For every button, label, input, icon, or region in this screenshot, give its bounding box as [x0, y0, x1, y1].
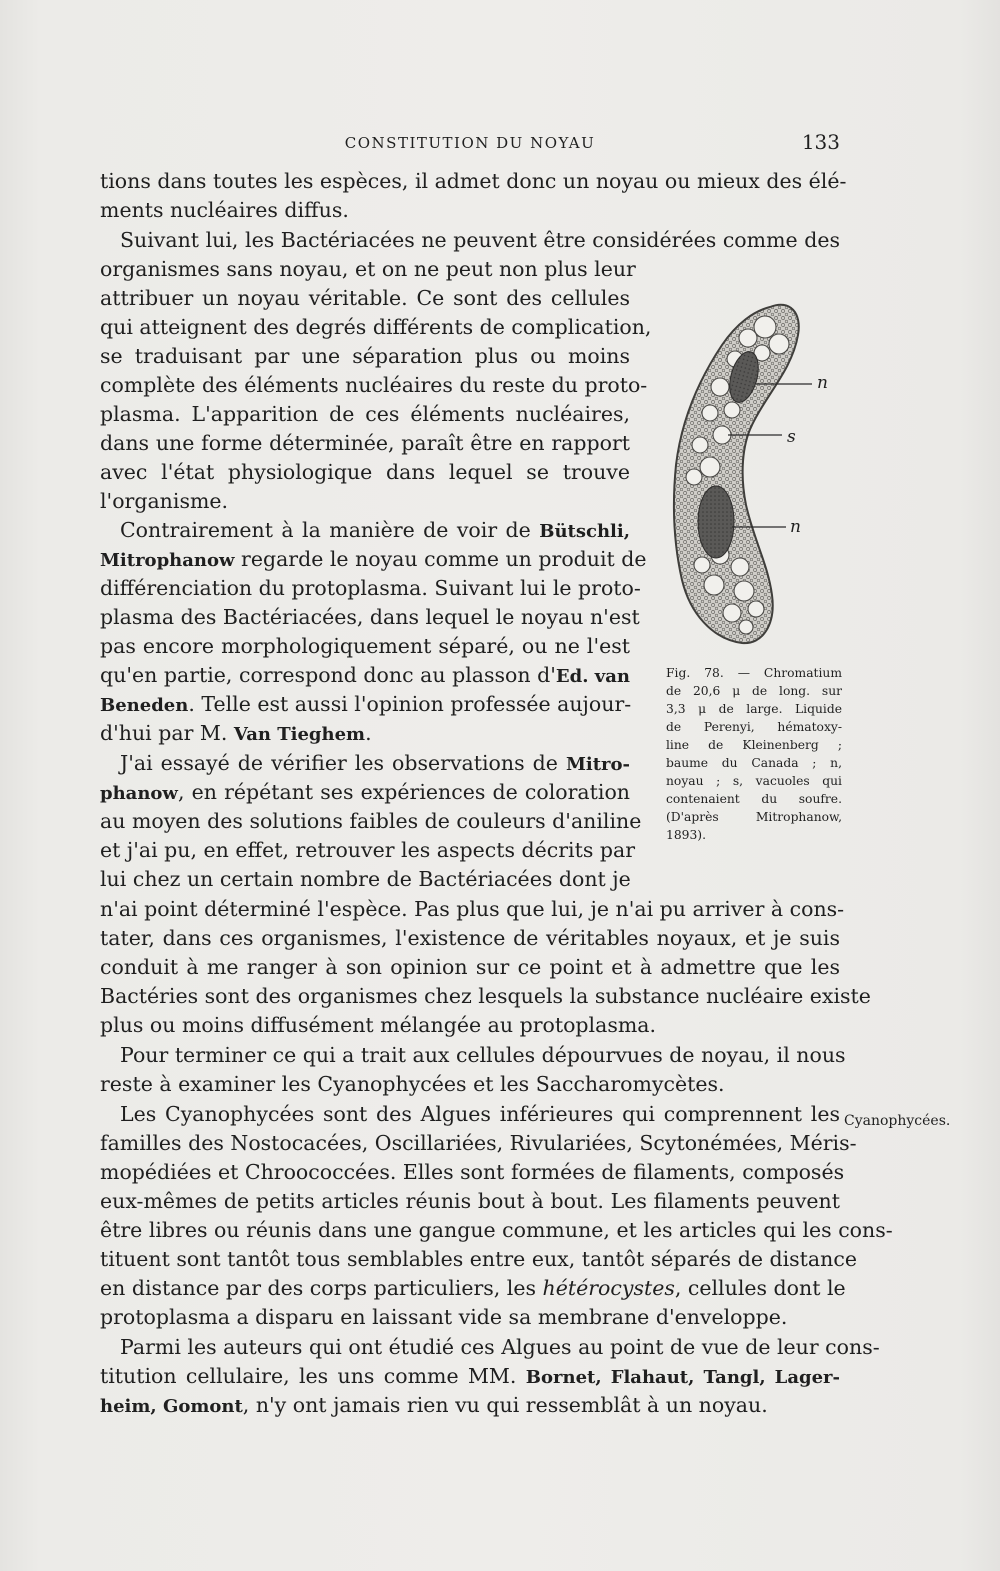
author-name: Mitrophanow: [100, 550, 235, 571]
body-line: [100, 516, 630, 545]
author-name: Mitro-: [565, 754, 630, 775]
figure-caption-line: contenaient du soufre.: [666, 792, 842, 806]
body-text: Contrairement à la manière de voir de: [120, 518, 540, 542]
body-line: dans une forme déterminée, paraît être en rapport: [100, 431, 630, 455]
body-line: se traduisant par une séparation plus ou moins: [100, 344, 630, 368]
figure-caption-line: 3,3 μ de large. Liquide: [666, 702, 842, 716]
body-line: Suivant lui, les Bactériacées ne peuvent être considérées comme des: [120, 228, 840, 252]
figure-caption-line: line de Kleinenberg ;: [666, 738, 842, 752]
figure-label-n: n: [817, 373, 828, 393]
body-line: tions dans toutes les espèces, il admet donc un noyau ou mieux des élé-: [100, 169, 847, 193]
body-line: au moyen des solutions faibles de couleurs d'aniline: [100, 809, 642, 833]
body-text: , n'y ont jamais rien vu qui ressemblât à un noyau.: [242, 1393, 768, 1417]
figure-caption-line: 1893).: [666, 828, 707, 842]
body-line: Parmi les auteurs qui ont étudié ces Algues au point de vue de leur cons-: [120, 1335, 880, 1359]
figure-chromatium: [662, 295, 840, 670]
body-line: Pour terminer ce qui a trait aux cellules dépourvues de noyau, il nous: [120, 1043, 846, 1067]
body-line: [100, 719, 630, 748]
body-line: [100, 778, 630, 807]
body-line: [100, 690, 630, 719]
body-line: familles des Nostocacées, Oscillariées, Rivulariées, Scytonémées, Méris-: [100, 1131, 857, 1155]
nucleus-lower: [698, 486, 734, 558]
body-text: en distance par des corps particuliers, les: [100, 1276, 543, 1300]
figure-caption-line: de 20,6 μ de long. sur: [666, 684, 842, 698]
author-name: Beneden: [100, 695, 189, 716]
body-line: tituent sont tantôt tous semblables entre eux, tantôt séparés de distance: [100, 1247, 857, 1271]
body-line: ments nucléaires diffus.: [100, 198, 349, 222]
body-text: , cellules dont le: [674, 1276, 846, 1300]
body-line: [100, 1362, 840, 1391]
body-line: n'ai point déterminé l'espèce. Pas plus que lui, je n'ai pu arriver à cons-: [100, 897, 845, 921]
body-line: eux-mêmes de petits articles réunis bout à bout. Les filaments peuvent: [100, 1189, 840, 1213]
body-text: regarde le noyau comme un produit de: [234, 547, 647, 571]
author-name: Van Tieghem: [233, 724, 366, 745]
body-line: [100, 1274, 846, 1303]
chromatium-illustration: [662, 295, 840, 670]
body-line: conduit à me ranger à son opinion sur ce point et à admettre que les: [100, 955, 840, 979]
body-text: .: [365, 721, 372, 745]
figure-label-n: n: [790, 517, 801, 537]
italic-term: hétérocystes: [542, 1276, 675, 1300]
body-text: titution cellulaire, les uns comme MM.: [100, 1364, 526, 1388]
body-line: et j'ai pu, en effet, retrouver les aspects décrits par: [100, 838, 636, 862]
author-name: Ed. van: [555, 666, 630, 687]
body-line: pas encore morphologiquement séparé, ou ne l'est: [100, 634, 630, 658]
body-line: différenciation du protoplasma. Suivant lui le proto-: [100, 576, 641, 600]
body-text: J'ai essayé de vérifier les observations de: [120, 751, 566, 775]
author-names: heim, Gomont: [100, 1396, 243, 1417]
body-line: complète des éléments nucléaires du reste du proto-: [100, 373, 648, 397]
figure-caption-line: Fig. 78. — Chromatium: [666, 666, 842, 680]
running-head: [100, 130, 840, 158]
figure-caption-line: (D'après Mitrophanow,: [666, 810, 842, 824]
body-text: . Telle est aussi l'opinion professée aujour-: [188, 692, 632, 716]
figure-label-s: s: [787, 427, 796, 447]
body-line: l'organisme.: [100, 489, 229, 513]
body-line: Bactéries sont des organismes chez lesquels la substance nucléaire existe: [100, 984, 871, 1008]
body-line: attribuer un noyau véritable. Ce sont des cellules: [100, 286, 630, 310]
body-line: mopédiées et Chroococcées. Elles sont formées de filaments, composés: [100, 1160, 845, 1184]
page-number: 133: [801, 130, 840, 154]
body-text: qu'en partie, correspond donc au plasson d': [100, 663, 556, 687]
body-line: protoplasma a disparu en laissant vide sa membrane d'enveloppe.: [100, 1305, 788, 1329]
body-line: [100, 1391, 840, 1420]
author-names: Bornet, Flahaut, Tangl, Lager-: [525, 1367, 840, 1388]
figure-caption-line: baume du Canada ; n,: [666, 756, 842, 770]
figure-caption-line: de Perenyi, hématoxy-: [666, 720, 842, 734]
body-line: Les Cyanophycées sont des Algues inférieures qui comprennent les: [120, 1102, 840, 1126]
body-text: d'hui par M.: [100, 721, 234, 745]
body-line: tater, dans ces organismes, l'existence de véritables noyaux, et je suis: [100, 926, 840, 950]
body-line: être libres ou réunis dans une gangue commune, et les articles qui les cons-: [100, 1218, 893, 1242]
author-name: phanow: [100, 783, 178, 804]
body-line: [100, 545, 647, 574]
body-line: plasma. L'apparition de ces éléments nucléaires,: [100, 402, 630, 426]
author-name: Bütschli,: [539, 521, 630, 542]
margin-note: Cyanophycées.: [844, 1113, 951, 1129]
body-line: [100, 749, 630, 778]
body-line: lui chez un certain nombre de Bactériacées dont je: [100, 867, 631, 891]
body-line: avec l'état physiologique dans lequel se trouve: [100, 460, 630, 484]
figure-caption-line: noyau ; s, vacuoles qui: [666, 774, 842, 788]
body-line: [100, 661, 630, 690]
body-text: , en répétant ses expériences de coloration: [177, 780, 630, 804]
body-line: organismes sans noyau, et on ne peut non plus leur: [100, 257, 636, 281]
body-line: qui atteignent des degrés différents de complication,: [100, 315, 652, 339]
running-title: CONSTITUTION DU NOYAU: [344, 134, 596, 152]
body-line: plasma des Bactériacées, dans lequel le noyau n'est: [100, 605, 640, 629]
body-line: reste à examiner les Cyanophycées et les Saccharomycètes.: [100, 1072, 725, 1096]
body-line: plus ou moins diffusément mélangée au protoplasma.: [100, 1013, 657, 1037]
